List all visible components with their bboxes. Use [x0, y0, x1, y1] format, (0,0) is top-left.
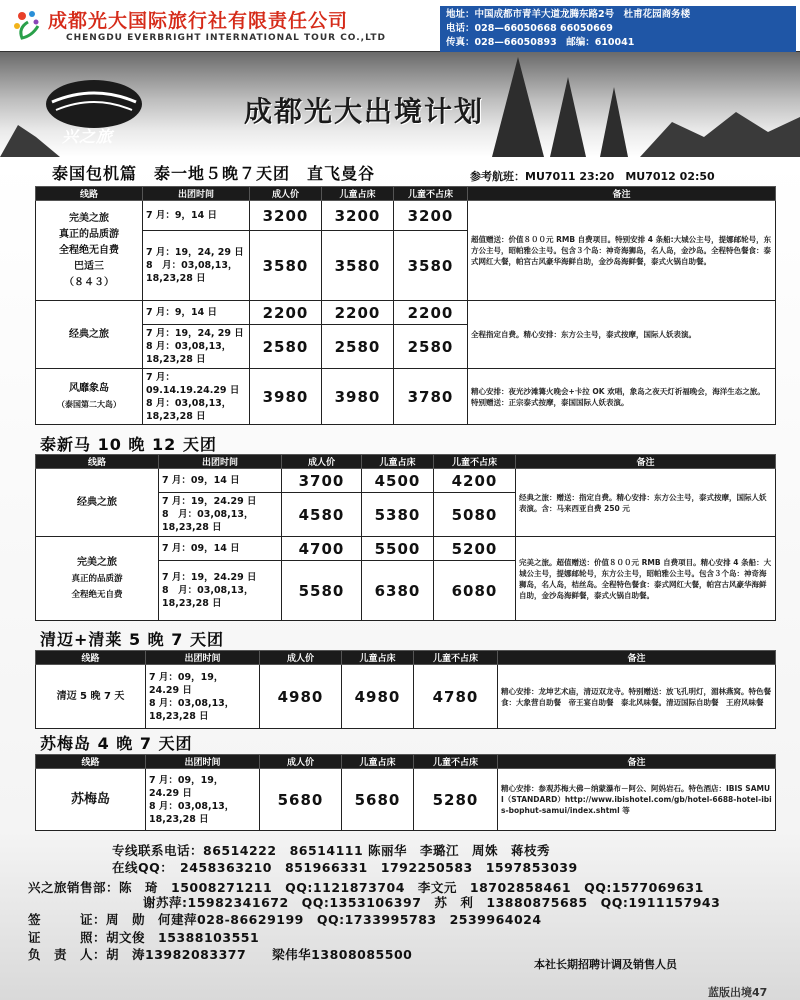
note-cell: 全程指定自费。精心安排：东方公主号，泰式按摩，国际人妖表演。: [468, 301, 776, 369]
table-row: [36, 301, 776, 325]
company-header: [0, 0, 800, 52]
child-bed-price: 5680: [342, 769, 414, 831]
col-route: 线路: [36, 187, 143, 201]
dates-cell: 7 月：09，14 日: [159, 469, 282, 493]
note-cell: 精心安排：参观苏梅大佛－纳蒙瀑布－阿公、阿妈岩石。特色酒店：IBIS SAMUI（STANDARD）http://www.ibishotel.com/gb/hotel-6688-hotel-ibis-bophut-samui/index.shtml 等: [498, 769, 776, 831]
chiangmai-price-table: [35, 650, 776, 729]
table-header-row: [36, 755, 776, 769]
note-cell: 超值赠送：价值８００元 RMB 自费项目。特别安排 4 条船:大城公主号，提娜邮轮号，东方公主号，昭帕雅公主号。包含３个岛：神奇海狮岛，名人岛，金沙岛。全程特色餐食：泰式网红大餐，帕宫古风豪华海鲜自助，金沙岛海鲜餐，泰式火锅自助餐。: [468, 201, 776, 301]
route-cell: 风靡象岛 （泰国第二大岛）: [36, 369, 143, 425]
dates-cell: 7 月：09，14 日: [159, 537, 282, 561]
col-adult: 成人价: [260, 755, 342, 769]
child-nobed-price: 3780: [394, 369, 468, 425]
child-nobed-price: 5200: [434, 537, 516, 561]
page-number: 蓝版出境47: [708, 986, 768, 999]
manager-line: 负 责 人：胡 涛13982083377 梁伟华13808085500: [28, 947, 413, 962]
note-cell: 精心安排：龙坤艺术庙，清迈双龙寺。特别赠送：放飞孔明灯，湄林燕窝。特色餐食：大象营自助餐 帝王宴自助餐 泰北风味餐。清迈国际自助餐 王府风味餐: [498, 665, 776, 729]
brand-name: 兴之旅: [62, 127, 114, 146]
table-row: [36, 469, 776, 493]
table-row: [36, 369, 776, 425]
child-nobed-price: 4200: [434, 469, 516, 493]
col-child-nobed: 儿童不占床: [414, 651, 498, 665]
col-child-nobed: 儿童不占床: [414, 755, 498, 769]
adult-price: 4700: [282, 537, 362, 561]
company-name-en: CHENGDU EVERBRIGHT INTERNATIONAL TOUR CO.,LTD: [66, 33, 386, 43]
child-nobed-price: 5080: [434, 493, 516, 537]
route-cell: 经典之旅: [36, 301, 143, 369]
col-dates: 出团时间: [146, 651, 260, 665]
col-child-nobed: 儿童不占床: [434, 455, 516, 469]
child-bed-price: 4980: [342, 665, 414, 729]
adult-price: 3700: [282, 469, 362, 493]
adult-price: 2200: [250, 301, 322, 325]
page-title: 成都光大出境计划: [244, 95, 485, 128]
child-nobed-price: 3580: [394, 231, 468, 301]
adult-price: 3200: [250, 201, 322, 231]
dates-cell: 7 月：9，14 日: [143, 201, 250, 231]
adult-price: 4980: [260, 665, 342, 729]
section-title-samui: 苏梅岛 4 晚 7 天团: [40, 734, 193, 753]
col-note: 备注: [516, 455, 776, 469]
temple-roof-icon: [640, 107, 800, 157]
dates-cell: 7 月：19，24.29 日 8 月：03,08,13， 18,23,28 日: [159, 561, 282, 621]
child-bed-price: 6380: [362, 561, 434, 621]
col-child-bed: 儿童占床: [362, 455, 434, 469]
col-child-nobed: 儿童不占床: [394, 187, 468, 201]
col-dates: 出团时间: [143, 187, 250, 201]
temple-spire-icon: [492, 57, 544, 157]
company-name-cn: 成都光大国际旅行社有限责任公司: [48, 10, 349, 32]
col-route: 线路: [36, 651, 146, 665]
col-note: 备注: [498, 651, 776, 665]
col-adult: 成人价: [282, 455, 362, 469]
temple-spire-icon: [600, 87, 628, 157]
dates-cell: 7 月：9，14 日: [143, 301, 250, 325]
company-phone: 电话：028—66050668 66050669: [446, 23, 613, 34]
qq-line: 在线QQ： 2458363210 851966331 1792250583 1597853039: [112, 860, 578, 875]
hotline-line: 专线联系电话：86514222 86514111 陈丽华 李璐江 周姝 蒋枝秀: [112, 843, 551, 858]
col-child-bed: 儿童占床: [322, 187, 394, 201]
child-bed-price: 4500: [362, 469, 434, 493]
adult-price: 3580: [250, 231, 322, 301]
dates-cell: 7 月：19，24.29 日 8 月：03,08,13， 18,23,28 日: [159, 493, 282, 537]
sales-line-2: 谢苏萍:15982341672 QQ:1353106397 苏 利 13880875685 QQ:1911157943: [143, 895, 721, 910]
tsm-price-table: [35, 454, 776, 621]
child-bed-price: 3200: [322, 201, 394, 231]
adult-price: 2580: [250, 325, 322, 369]
section-title-thailand: 泰国包机篇 泰一地５晚７天团 直飞曼谷: [52, 164, 376, 183]
note-cell: 精心安排：夜光沙滩篝火晚会+卡拉 OK 欢唱，象岛之夜天灯祈福晚会，海洋生态之旅。特别赠送：正宗泰式按摩，泰国国际人妖表演。: [468, 369, 776, 425]
table-header-row: [36, 651, 776, 665]
adult-price: 5580: [282, 561, 362, 621]
route-cell: 苏梅岛: [36, 769, 146, 831]
child-nobed-price: 3200: [394, 201, 468, 231]
col-route: 线路: [36, 455, 159, 469]
sales-line-1: 兴之旅销售部：陈 琦 15008271211 QQ:1121873704 李文元 18702858461 QQ:1577069631: [28, 880, 704, 895]
contact-box: [440, 6, 796, 52]
child-nobed-price: 2580: [394, 325, 468, 369]
adult-price: 5680: [260, 769, 342, 831]
note-cell: 经典之旅：赠送：指定自费。精心安排：东方公主号，泰式按摩，国际人妖表演。含：马来西亚自费 250 元: [516, 469, 776, 537]
visa-line: 签 证：周 勋 何建萍028-86629199 QQ:1733995783 2539964024: [28, 912, 542, 927]
samui-price-table: [35, 754, 776, 831]
child-bed-price: 2200: [322, 301, 394, 325]
table-row: [36, 769, 776, 831]
flight-info: 参考航班：MU7011 23:20 MU7012 02:50: [470, 170, 715, 183]
adult-price: 4580: [282, 493, 362, 537]
child-nobed-price: 6080: [434, 561, 516, 621]
table-header-row: [36, 187, 776, 201]
child-bed-price: 2580: [322, 325, 394, 369]
section-title-tsm: 泰新马 10 晚 12 天团: [40, 435, 217, 454]
dates-cell: 7 月：09，19， 24.29 日 8 月：03,08,13， 18,23,28 日: [146, 769, 260, 831]
section-title-chiangmai: 清迈+清莱 5 晚 7 天团: [40, 630, 224, 649]
table-row: [36, 665, 776, 729]
col-route: 线路: [36, 755, 146, 769]
company-logo-icon: [8, 6, 44, 42]
route-cell: 经典之旅: [36, 469, 159, 537]
dates-cell: 7 月：19，24, 29 日 8 月：03,08,13， 18,23,28 日: [143, 231, 250, 301]
table-header-row: [36, 455, 776, 469]
col-child-bed: 儿童占床: [342, 755, 414, 769]
table-row: [36, 537, 776, 561]
dates-cell: 7 月：19，24, 29 日 8 月：03,08,13， 18,23,28 日: [143, 325, 250, 369]
child-nobed-price: 5280: [414, 769, 498, 831]
license-line: 证 照：胡文俊 15388103551: [28, 930, 260, 945]
col-adult: 成人价: [250, 187, 322, 201]
note-cell: 完美之旅。超值赠送：价值８００元 RMB 自费项目。精心安排 4 条船：大城公主号，提娜邮轮号，东方公主号，昭帕雅公主号。包含３个岛：神奇海狮岛，名人岛，桔丝岛。全程特色餐食：泰式网红大餐，帕宫古风豪华海鲜自助，金沙岛海鲜餐，泰式火锅自助餐。: [516, 537, 776, 621]
col-dates: 出团时间: [146, 755, 260, 769]
table-row: [36, 201, 776, 231]
route-cell: 完美之旅 真正的品质游 全程绝无自费: [36, 537, 159, 621]
child-bed-price: 3980: [322, 369, 394, 425]
dates-cell: 7 月： 09.14.19.24.29 日 8 月：03,08,13， 18,23,28 日: [143, 369, 250, 425]
dates-cell: 7 月：09，19， 24.29 日 8 月：03,08,13， 18,23,28 日: [146, 665, 260, 729]
col-note: 备注: [468, 187, 776, 201]
child-bed-price: 3580: [322, 231, 394, 301]
recruit-notice: 本社长期招聘计调及销售人员: [534, 958, 677, 971]
route-cell: 完美之旅 真正的品质游 全程绝无自费 巴适三 （８４３）: [36, 201, 143, 301]
thailand-price-table: [35, 186, 776, 425]
child-nobed-price: 2200: [394, 301, 468, 325]
child-bed-price: 5500: [362, 537, 434, 561]
company-fax: 传真：028—66050893 邮编：610041: [446, 37, 635, 48]
child-nobed-price: 4780: [414, 665, 498, 729]
company-address: 地址：中国成都市青羊大道龙腾东路2号 杜甫花园商务楼: [446, 9, 691, 20]
child-bed-price: 5380: [362, 493, 434, 537]
col-child-bed: 儿童占床: [342, 651, 414, 665]
col-dates: 出团时间: [159, 455, 282, 469]
route-cell: 清迈 5 晚 7 天: [36, 665, 146, 729]
col-note: 备注: [498, 755, 776, 769]
temple-spire-icon: [550, 77, 586, 157]
adult-price: 3980: [250, 369, 322, 425]
col-adult: 成人价: [260, 651, 342, 665]
